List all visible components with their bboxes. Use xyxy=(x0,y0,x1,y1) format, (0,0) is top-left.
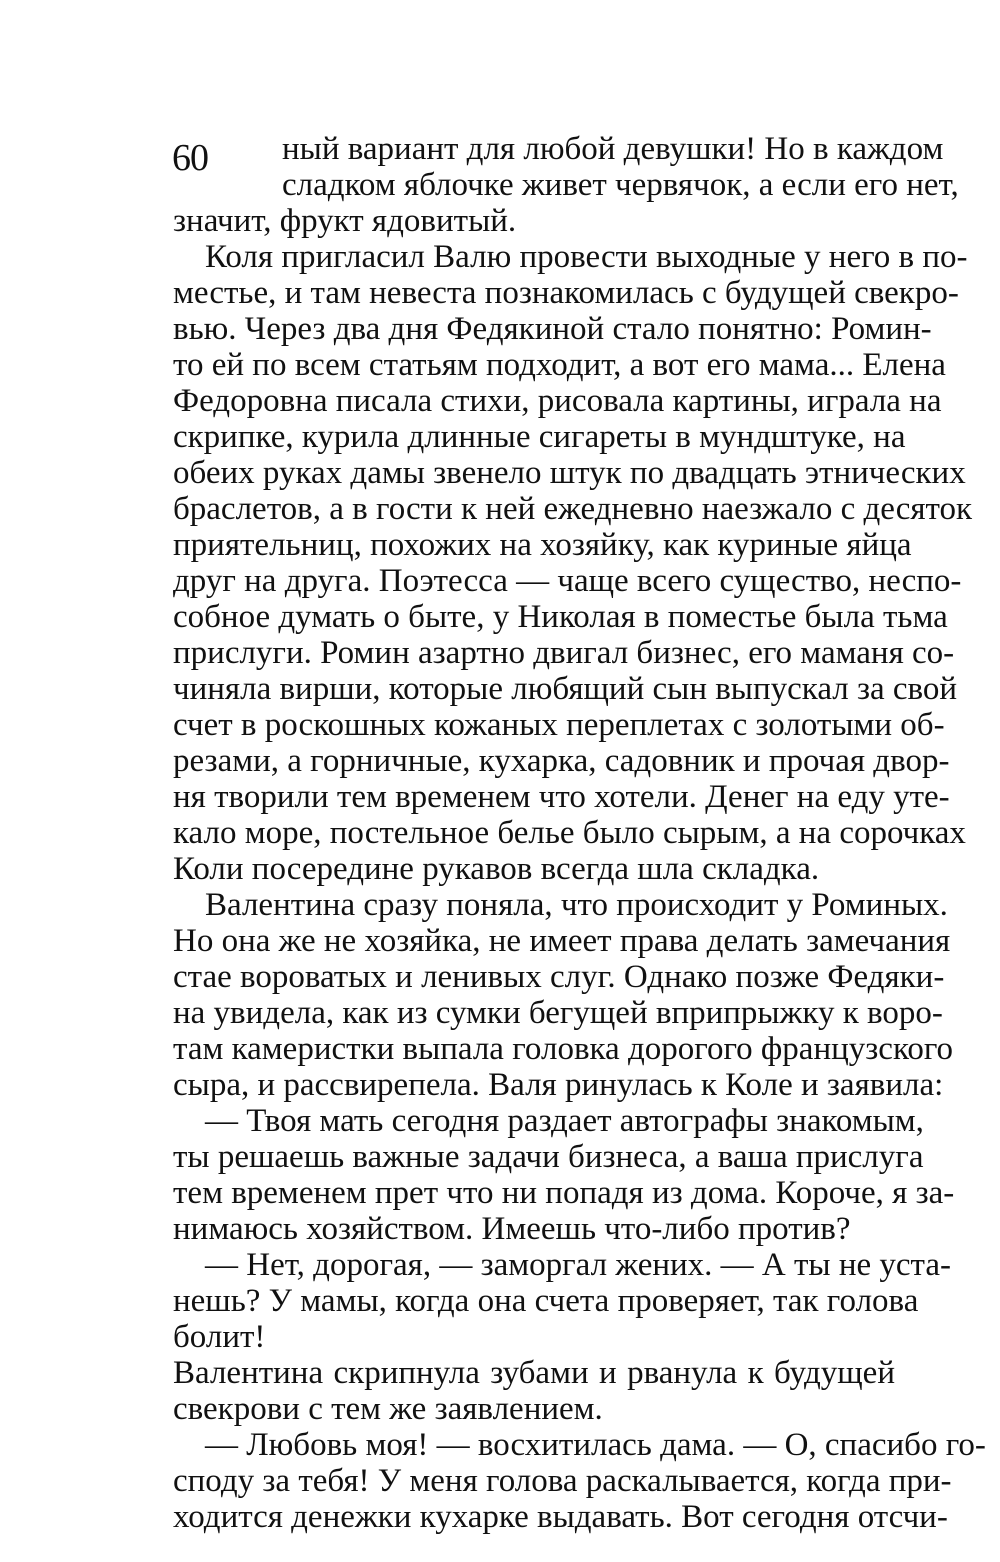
text-line: там камеристки выпала головка дорогого французского xyxy=(173,1031,954,1067)
text-line: ты решаешь важные задачи бизнеса, а ваша прислуга xyxy=(173,1139,924,1175)
text-line: то ей по всем статьям подходит, а вот его мама... Елена xyxy=(173,347,946,383)
text-line: ня творили тем временем что хотели. Денег на еду уте- xyxy=(173,779,950,815)
body-text xyxy=(173,131,986,1535)
text-line: чиняла вирши, которые любящий сын выпускал за свой xyxy=(173,671,958,707)
text-line: сладком яблочке живет червячок, а если его нет, xyxy=(282,167,959,203)
text-line: тем временем прет что ни попадя из дома. Короче, я за- xyxy=(173,1175,955,1211)
text-line: — Нет, дорогая, — заморгал жених. — А ты не уста- xyxy=(205,1247,951,1283)
text-line: обеих руках дамы звенело штук по двадцать этнических xyxy=(173,455,966,491)
text-line: Коля пригласил Валю провести выходные у него в по- xyxy=(205,239,968,275)
text-line: споду за тебя! У меня голова раскалывается, когда при- xyxy=(173,1463,952,1499)
text-line: резами, а горничные, кухарка, садовник и прочая двор- xyxy=(173,743,950,779)
text-line: стае вороватых и ленивых слуг. Однако позже Федяки- xyxy=(173,959,945,995)
text-line: ный вариант для любой девушки! Но в каждом xyxy=(282,131,944,167)
text-line: браслетов, а в гости к ней ежедневно наезжало с десяток xyxy=(173,491,973,527)
text-line: счет в роскошных кожаных переплетах с золотыми об- xyxy=(173,707,945,743)
text-line: сыра, и рассвирепела. Валя ринулась к Коле и заявила: xyxy=(173,1067,944,1103)
text-line: местье, и там невеста познакомилась с будущей свекро- xyxy=(173,275,959,311)
text-line: — Любовь моя! — восхитилась дама. — О, спасибо го- xyxy=(205,1427,986,1463)
text-line: вью. Через два дня Федякиной стало понятно: Ромин- xyxy=(173,311,932,347)
text-line: значит, фрукт ядовитый. xyxy=(173,203,517,239)
text-line: ходится денежки кухарке выдавать. Вот сегодня отсчи- xyxy=(173,1499,948,1535)
text-line: свекрови с тем же заявлением. xyxy=(173,1391,603,1427)
text-line: собное думать о быте, у Николая в поместье была тьма xyxy=(173,599,948,635)
text-line: Федоровна писала стихи, рисовала картины, играла на xyxy=(173,383,942,419)
text-line: кало море, постельное белье было сырым, а на сорочках xyxy=(173,815,966,851)
text-line: — Твоя мать сегодня раздает автографы знакомым, xyxy=(205,1103,924,1139)
text-line: приятельниц, похожих на хозяйку, как куриные яйца xyxy=(173,527,912,563)
text-line: нешь? У мамы, когда она счета проверяет, так голова xyxy=(173,1283,919,1319)
text-line: нимаюсь хозяйством. Имеешь что-либо против? xyxy=(173,1211,851,1247)
text-line: скрипке, курила длинные сигареты в мундштуке, на xyxy=(173,419,906,455)
text-line: Коли посередине рукавов всегда шла складка. xyxy=(173,851,820,887)
page-number: 60 xyxy=(172,137,208,179)
text-line: прислуги. Ромин азартно двигал бизнес, его маманя со- xyxy=(173,635,955,671)
text-line: Валентина скрипнула зубами и рванула к будущей xyxy=(173,1355,895,1391)
text-line: на увидела, как из сумки бегущей вприпрыжку к воро- xyxy=(173,995,943,1031)
text-line: болит! xyxy=(173,1319,266,1355)
text-line: друг на друга. Поэтесса — чаще всего существо, неспо- xyxy=(173,563,962,599)
text-line: Валентина сразу поняла, что происходит у Роминых. xyxy=(205,887,948,923)
text-line: Но она же не хозяйка, не имеет права делать замечания xyxy=(173,923,951,959)
